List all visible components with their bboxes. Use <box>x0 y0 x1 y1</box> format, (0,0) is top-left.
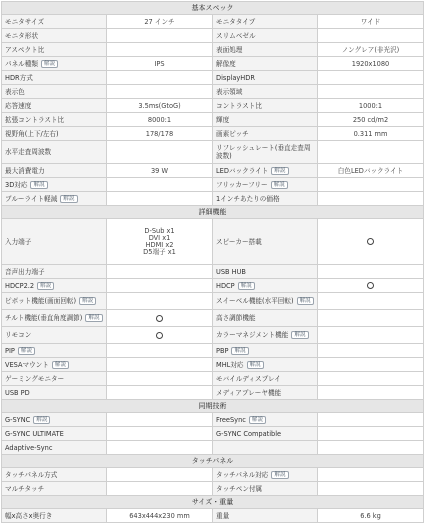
resolution-value: 1920x1080 <box>318 57 424 71</box>
color-mgmt-value <box>318 327 424 344</box>
mhl-label <box>213 358 318 372</box>
freesync-label <box>213 413 318 427</box>
sync-empty-label <box>213 441 318 455</box>
input-dsub: D-Sub x1 <box>144 226 175 235</box>
surface-value: ノングレア(非光沢) <box>318 43 424 57</box>
h-scan-value <box>107 141 213 164</box>
panel-type-label <box>2 57 107 71</box>
mobile-display-value <box>318 372 424 386</box>
backlight-label <box>213 164 318 178</box>
media-player-label: メディアプレーヤ機能 <box>213 386 318 400</box>
speaker-yes-mark <box>367 238 374 245</box>
usb-hub-value <box>318 265 424 279</box>
touch-pen-label: タッチペン付属 <box>213 482 318 496</box>
swivel-value <box>318 293 424 310</box>
mobile-display-label: モバイルディスプレイ <box>213 372 318 386</box>
tilt-text: チルト機能(垂直角度調節) <box>5 314 83 322</box>
height-adjust-value <box>318 310 424 327</box>
touch-support-help-button[interactable]: 解説 <box>271 471 288 479</box>
hdcp-text: HDCP <box>216 281 235 290</box>
media-player-value <box>318 386 424 400</box>
pip-value <box>107 344 213 358</box>
response-value: 3.5ms(GtoG) <box>107 99 213 113</box>
speaker-value <box>318 219 424 265</box>
pip-text: PIP <box>5 346 15 355</box>
usb-hub-label: USB HUB <box>213 265 318 279</box>
section-size-header: サイズ・重量 <box>2 496 424 509</box>
touch-method-label: タッチパネル方式 <box>2 468 107 482</box>
pbp-value <box>318 344 424 358</box>
hdcp-yes-mark <box>367 282 374 289</box>
audio-out-label: 音声出力端子 <box>2 265 107 279</box>
dimensions-value: 643x444x230 mm <box>107 509 213 523</box>
flicker-free-help-button[interactable]: 解説 <box>271 181 288 189</box>
remote-label: リモコン <box>2 327 107 344</box>
3d-help-button[interactable]: 解説 <box>30 181 47 189</box>
mhl-text: MHL対応 <box>216 360 244 369</box>
refresh-rate-label: リフレッシュレート(垂直走査周波数) <box>213 141 318 164</box>
pixel-pitch-label: 画素ピッチ <box>213 127 318 141</box>
dimensions-label: 幅x高さx奥行き <box>2 509 107 523</box>
freesync-help-button[interactable]: 解説 <box>249 416 266 424</box>
touch-support-text: タッチパネル対応 <box>216 470 269 479</box>
power-value: 39 W <box>107 164 213 178</box>
pixel-pitch-value: 0.311 mm <box>318 127 424 141</box>
contrast-label: コントラスト比 <box>213 99 318 113</box>
adaptive-sync-value <box>107 441 213 455</box>
displayhdr-label: DisplayHDR <box>213 71 318 85</box>
colors-value <box>107 85 213 99</box>
viewing-angle-value: 178/178 <box>107 127 213 141</box>
tilt-value <box>107 310 213 327</box>
gsync-label <box>2 413 107 427</box>
3d-value <box>107 178 213 192</box>
pip-help-button[interactable]: 解説 <box>18 347 35 355</box>
blue-light-text: ブルーライト軽減 <box>5 194 58 203</box>
displayhdr-value <box>318 71 424 85</box>
sync-empty-value <box>318 441 424 455</box>
panel-type-help-button[interactable]: 解説 <box>41 60 58 68</box>
gsync-text: G-SYNC <box>5 415 31 424</box>
vesa-value <box>107 358 213 372</box>
mhl-value <box>318 358 424 372</box>
gaming-value <box>107 372 213 386</box>
swivel-label <box>213 293 318 310</box>
pivot-help-button[interactable]: 解説 <box>79 297 96 305</box>
monitor-shape-label: モニタ形状 <box>2 29 107 43</box>
input-d5: D5端子 x1 <box>143 247 176 256</box>
hdcp-help-button[interactable]: 解説 <box>238 282 255 290</box>
aspect-label: アスペクト比 <box>2 43 107 57</box>
dyn-contrast-value: 8000:1 <box>107 113 213 127</box>
h-scan-label: 水平走査周波数 <box>2 141 107 164</box>
multitouch-value <box>107 482 213 496</box>
input-dvi: DVI x1 <box>148 233 171 242</box>
hdr-method-label: HDR方式 <box>2 71 107 85</box>
color-mgmt-label <box>213 327 318 344</box>
spec-table <box>1 1 424 523</box>
hdcp-value <box>318 279 424 293</box>
monitor-size-label: モニタサイズ <box>2 15 107 29</box>
touch-pen-value <box>318 482 424 496</box>
colors-label: 表示色 <box>2 85 107 99</box>
flicker-free-value <box>318 178 424 192</box>
weight-value: 6.6 kg <box>318 509 424 523</box>
section-detail-header: 詳細機能 <box>2 206 424 219</box>
vesa-label <box>2 358 107 372</box>
backlight-help-button[interactable]: 解説 <box>271 167 288 175</box>
backlight-value: 白色LEDバックライト <box>318 164 424 178</box>
hdcp22-label <box>2 279 107 293</box>
monitor-shape-value <box>107 29 213 43</box>
swivel-text: スイーベル機能(水平回転) <box>216 297 294 305</box>
panel-type-text: パネル種類 <box>5 59 38 68</box>
hdcp-label <box>213 279 318 293</box>
pip-label <box>2 344 107 358</box>
remote-yes-mark <box>156 332 163 339</box>
color-mgmt-text: カラーマネジメント機能 <box>216 331 289 339</box>
usb-pd-value <box>107 386 213 400</box>
vesa-text: VESAマウント <box>5 360 49 369</box>
section-sync-header: 同期技術 <box>2 400 424 413</box>
blue-light-help-button[interactable]: 解説 <box>60 195 77 203</box>
adaptive-sync-label: Adaptive-Sync <box>2 441 107 455</box>
blue-light-label <box>2 192 107 206</box>
height-adjust-label: 高さ調節機能 <box>213 310 318 327</box>
speaker-label: スピーカー搭載 <box>213 219 318 265</box>
price-per-inch-value <box>318 192 424 206</box>
freesync-text: FreeSync <box>216 415 246 424</box>
pbp-help-button[interactable]: 解説 <box>231 347 248 355</box>
gsync-ultimate-label: G-SYNC ULTIMATE <box>2 427 107 441</box>
tilt-help-button[interactable]: 解説 <box>85 314 102 322</box>
viewing-angle-label: 視野角(上下/左右) <box>2 127 107 141</box>
gsync-compatible-label: G-SYNC Compatible <box>213 427 318 441</box>
monitor-type-label: モニタタイプ <box>213 15 318 29</box>
color-gamut-value <box>318 85 424 99</box>
swivel-help-button[interactable]: 解説 <box>297 297 314 305</box>
pbp-text: PBP <box>216 346 229 355</box>
gsync-help-button[interactable]: 解説 <box>33 416 50 424</box>
flicker-free-label <box>213 178 318 192</box>
slim-bezel-value <box>318 29 424 43</box>
weight-label: 重量 <box>213 509 318 523</box>
mhl-help-button[interactable]: 解説 <box>247 361 264 369</box>
color-gamut-label: 表示領域 <box>213 85 318 99</box>
hdcp22-help-button[interactable]: 解説 <box>37 282 54 290</box>
monitor-size-value: 27 インチ <box>107 15 213 29</box>
freesync-value <box>318 413 424 427</box>
section-basic-header: 基本スペック <box>2 2 424 15</box>
power-label: 最大消費電力 <box>2 164 107 178</box>
multitouch-label: マルチタッチ <box>2 482 107 496</box>
gsync-compatible-value <box>318 427 424 441</box>
inputs-value <box>107 219 213 265</box>
slim-bezel-label: スリムベゼル <box>213 29 318 43</box>
dyn-contrast-label: 拡張コントラスト比 <box>2 113 107 127</box>
pbp-label <box>213 344 318 358</box>
touch-support-label <box>213 468 318 482</box>
gsync-ultimate-value <box>107 427 213 441</box>
inputs-label: 入力端子 <box>2 219 107 265</box>
price-per-inch-label: 1インチあたりの価格 <box>213 192 318 206</box>
input-hdmi: HDMI x2 <box>145 240 174 249</box>
contrast-value: 1000:1 <box>318 99 424 113</box>
touch-support-value <box>318 468 424 482</box>
resolution-label: 解像度 <box>213 57 318 71</box>
tilt-label <box>2 310 107 327</box>
section-touch-header: タッチパネル <box>2 455 424 468</box>
pivot-text: ピボット機能(画面回転) <box>5 297 77 305</box>
monitor-type-value: ワイド <box>318 15 424 29</box>
panel-type-value: IPS <box>107 57 213 71</box>
backlight-text: LEDバックライト <box>216 166 269 175</box>
gsync-value <box>107 413 213 427</box>
remote-value <box>107 327 213 344</box>
brightness-value: 250 cd/m2 <box>318 113 424 127</box>
surface-label: 表面処理 <box>213 43 318 57</box>
color-mgmt-help-button[interactable]: 解説 <box>291 331 308 339</box>
audio-out-value <box>107 265 213 279</box>
3d-label <box>2 178 107 192</box>
brightness-label: 輝度 <box>213 113 318 127</box>
aspect-value <box>107 43 213 57</box>
touch-method-value <box>107 468 213 482</box>
pivot-value <box>107 293 213 310</box>
usb-pd-label: USB PD <box>2 386 107 400</box>
response-label: 応答速度 <box>2 99 107 113</box>
hdcp22-value <box>107 279 213 293</box>
vesa-help-button[interactable]: 解説 <box>52 361 69 369</box>
3d-text: 3D対応 <box>5 180 28 189</box>
gaming-label: ゲーミングモニター <box>2 372 107 386</box>
hdcp22-text: HDCP2.2 <box>5 281 35 290</box>
blue-light-value <box>107 192 213 206</box>
refresh-rate-value <box>318 141 424 164</box>
flicker-free-text: フリッカーフリー <box>216 180 268 189</box>
tilt-yes-mark <box>156 315 163 322</box>
hdr-method-value <box>107 71 213 85</box>
pivot-label <box>2 293 107 310</box>
